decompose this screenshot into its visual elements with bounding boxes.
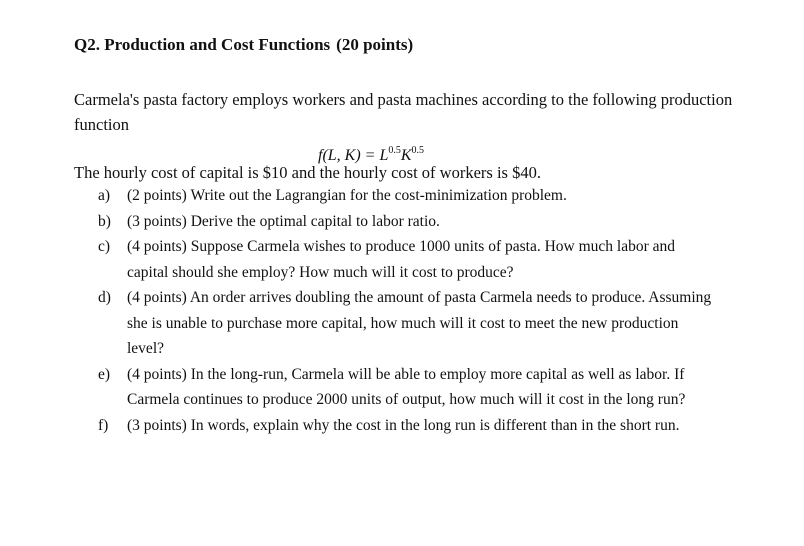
- question-item-a: [98, 183, 718, 209]
- item-text: (2 points) Write out the Lagrangian for the cost-minimization problem.: [127, 187, 567, 204]
- intro-paragraph: Carmela's pasta factory employs workers and pasta machines according to the following production function: [74, 90, 733, 134]
- item-label: a): [98, 187, 111, 204]
- question-item-e: [98, 362, 718, 413]
- question-item-d: [98, 285, 718, 362]
- question-item-f: [98, 413, 718, 439]
- item-label: c): [98, 238, 111, 255]
- question-list: [98, 183, 718, 438]
- item-label: d): [98, 289, 111, 306]
- item-text: (4 points) Suppose Carmela wishes to produce 1000 units of pasta. How much labor and capital should she employ? How much will it cost to produce?: [127, 238, 676, 281]
- formula-L: L: [379, 147, 389, 164]
- cost-statement: The hourly cost of capital is $10 and the hourly cost of workers is $40.: [74, 163, 541, 182]
- item-text: (3 points) In words, explain why the cost in the long run is different than in the short run.: [127, 416, 680, 434]
- formula-L-exponent: 0.5: [388, 145, 401, 156]
- item-text: (3 points) Derive the optimal capital to labor ratio.: [127, 212, 440, 230]
- formula-K: K: [400, 147, 412, 164]
- item-text: (4 points) An order arrives doubling the amount of pasta Carmela needs to produce. Assuming she is unable to purchase more capital, how much will it cost to meet the new production level?: [127, 289, 712, 357]
- formula-lhs: f(L, K) =: [318, 147, 380, 164]
- question-title: Q2. Production and Cost Functions: [74, 35, 331, 54]
- question-item-c: [98, 234, 718, 285]
- item-label: f): [98, 416, 109, 434]
- formula-K-exponent: 0.5: [411, 145, 425, 156]
- item-label: e): [98, 365, 111, 383]
- question-item-b: [98, 209, 718, 235]
- item-text: (4 points) In the long-run, Carmela will be able to employ more capital as well as labor. If Carmela continues to produce 2000 units of output, how much will it cost in the long run?: [127, 365, 686, 408]
- question-points: (20 points): [336, 35, 414, 54]
- item-label: b): [98, 212, 111, 230]
- question-heading: [74, 35, 413, 55]
